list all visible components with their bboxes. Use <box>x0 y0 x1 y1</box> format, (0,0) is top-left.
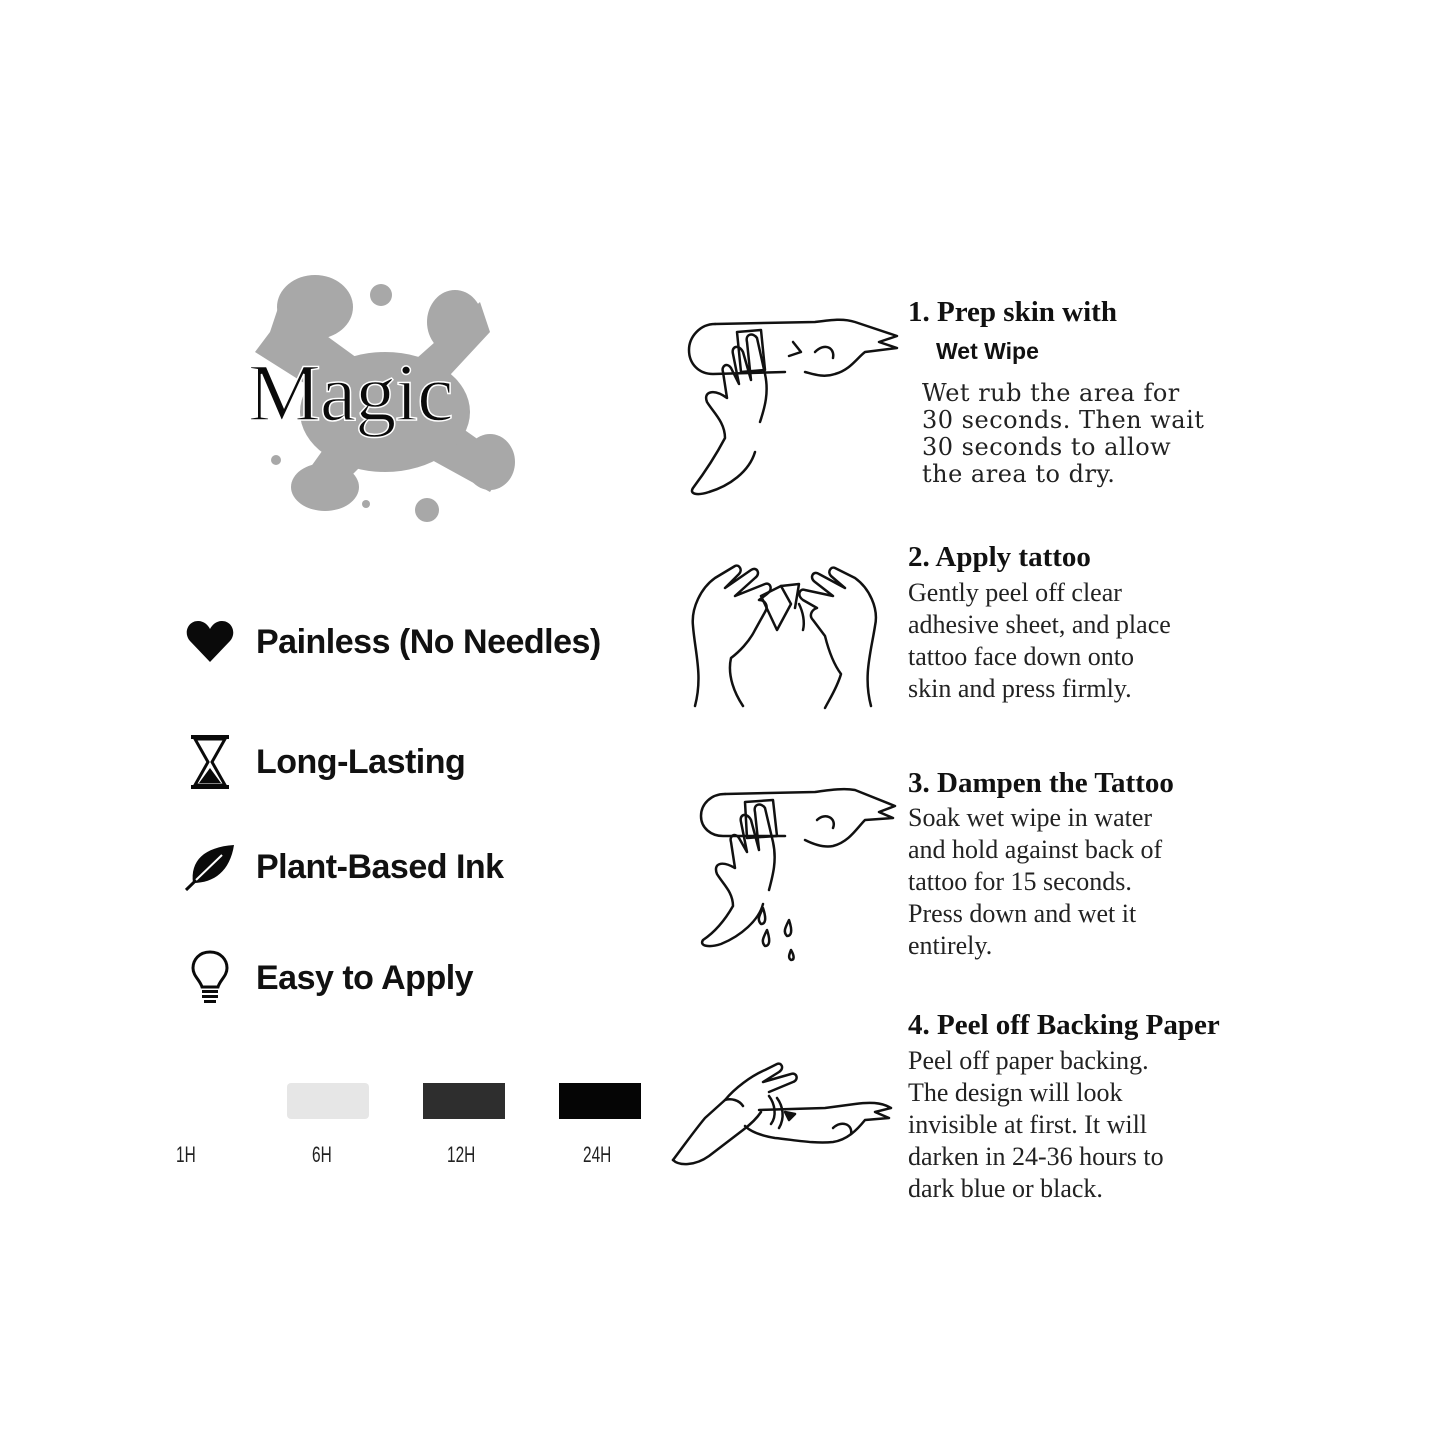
step-2-title: 2. Apply tattoo <box>908 541 1091 573</box>
swatch-12h <box>423 1083 505 1119</box>
step-1-body: Wet rub the area for 30 seconds. Then wait 30 seconds to allow the area to dry. <box>922 379 1205 488</box>
lightbulb-icon <box>180 948 240 1008</box>
step-4-title: 4. Peel off Backing Paper <box>908 1009 1220 1041</box>
feature-easy-apply <box>180 948 473 1008</box>
leaf-icon <box>180 837 240 897</box>
swatch-1h <box>150 1083 232 1119</box>
feature-label: Painless (No Needles) <box>256 622 601 661</box>
heart-icon <box>180 612 240 672</box>
swatch-24h <box>559 1083 641 1119</box>
feature-label: Easy to Apply <box>256 958 474 997</box>
step-1-illustration <box>665 312 900 497</box>
feature-long-lasting <box>180 732 465 792</box>
swatch-label-12h: 12H <box>447 1142 476 1167</box>
feature-plant-based <box>180 837 504 897</box>
step-3-title: 3. Dampen the Tattoo <box>908 767 1174 799</box>
feature-label: Long-Lasting <box>256 742 466 781</box>
magic-logo <box>240 262 530 532</box>
feature-painless <box>180 612 601 672</box>
swatch-label-24h: 24H <box>583 1142 612 1167</box>
swatch-6h <box>287 1083 369 1119</box>
step-3-illustration <box>665 780 900 968</box>
swatch-label-1h: 1H <box>176 1142 196 1167</box>
feature-label: Plant-Based Ink <box>256 847 504 886</box>
step-2-body: Gently peel off clear adhesive sheet, and place tattoo face down onto skin and press firmly. <box>908 578 1171 703</box>
logo-text: Magic <box>248 347 453 438</box>
step-4-body: Peel off paper backing. The design will look invisible at first. It will darken in 24-36 hours to dark blue or black. <box>908 1046 1164 1203</box>
ink-splash-graphic <box>240 262 530 532</box>
hourglass-icon <box>180 732 240 792</box>
swatch-label-6h: 6H <box>312 1142 332 1167</box>
step-1-subtitle: Wet Wipe <box>936 338 1039 364</box>
step-3-body: Soak wet wipe in water and hold against back of tattoo for 15 seconds. Press down and wet it entirely. <box>908 803 1163 960</box>
step-1-title: 1. Prep skin with <box>908 296 1117 328</box>
step-2-illustration <box>665 556 900 716</box>
step-4-illustration <box>665 1048 900 1170</box>
